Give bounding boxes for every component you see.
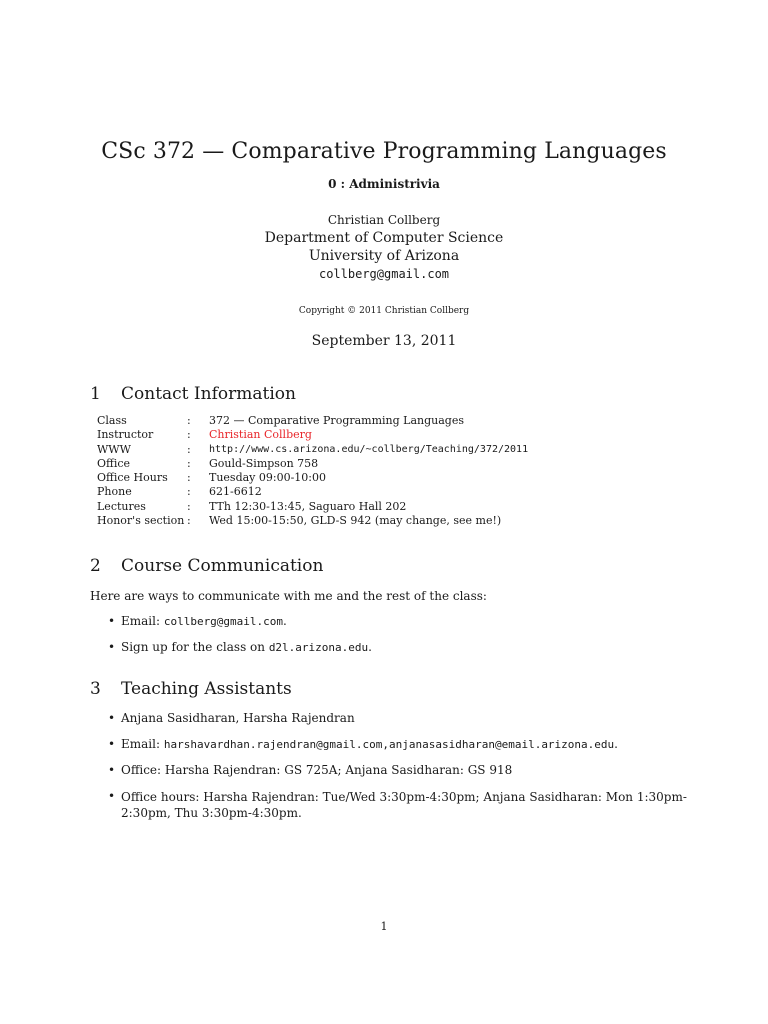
contact-label: Class <box>97 414 127 427</box>
contact-label: Office Hours <box>97 471 168 485</box>
bullet-icon: • <box>108 789 116 803</box>
table-row <box>97 471 528 485</box>
document-date: September 13, 2011 <box>311 333 457 349</box>
contact-separator: : <box>187 499 191 513</box>
contact-label: Lectures <box>97 499 146 513</box>
ta-office-hours: Office hours: Harsha Rajendran: Tue/Wed 3:30pm-4:30pm; Anjana Sasidharan: Mon 1:30pm-2:30pm, Thu 3:30pm-4:30pm. <box>121 790 687 820</box>
contact-separator: : <box>187 471 191 485</box>
course-website-link[interactable]: http://www.cs.arizona.edu/~collberg/Teaching/372/2011 <box>209 443 529 455</box>
contact-value: 621-6612 <box>209 485 262 499</box>
table-row <box>97 443 528 457</box>
section-number: 1 <box>90 384 101 404</box>
table-row <box>97 514 528 528</box>
contact-label: Phone <box>97 485 132 499</box>
contact-label: WWW <box>97 442 131 456</box>
table-row <box>97 428 528 442</box>
department: Department of Computer Science <box>264 230 504 246</box>
table-row <box>97 457 528 471</box>
ta-email-links[interactable]: harshavardhan.rajendran@gmail.com,anjanasasidharan@email.arizona.edu <box>163 738 615 751</box>
section-number: 2 <box>90 556 101 576</box>
signup-label: Sign up for the class on <box>121 640 269 654</box>
ta-office: Office: Harsha Rajendran: GS 725A; Anjana Sasidharan: GS 918 <box>121 763 513 777</box>
bullet-icon: • <box>108 711 116 725</box>
document-title: CSc 372 — Comparative Programming Languages <box>101 139 667 164</box>
email-label: Email: <box>121 737 164 751</box>
bullet-icon: • <box>108 763 116 777</box>
contact-separator: : <box>187 456 191 470</box>
contact-label: Instructor <box>97 428 154 442</box>
instructor-link[interactable]: Christian Collberg <box>209 428 312 442</box>
bullet-icon: • <box>108 614 116 628</box>
page-number: 1 <box>380 920 388 933</box>
contact-value: 372 — Comparative Programming Languages <box>209 414 465 427</box>
communication-intro: Here are ways to communicate with me and the rest of the class: <box>90 589 487 603</box>
copyright-notice: Copyright © 2011 Christian Collberg <box>298 306 470 316</box>
table-row <box>97 414 528 428</box>
contact-value: Gould-Simpson 758 <box>209 456 319 470</box>
section-title: Course Communication <box>121 556 324 576</box>
contact-separator: : <box>187 485 191 499</box>
punctuation: . <box>368 640 372 654</box>
ta-names: Anjana Sasidharan, Harsha Rajendran <box>121 711 355 725</box>
university: University of Arizona <box>308 248 460 264</box>
punctuation: . <box>283 614 287 628</box>
contact-value: Tuesday 09:00-10:00 <box>209 471 327 485</box>
contact-label: Office <box>97 456 131 470</box>
contact-label: Honor's section <box>97 514 185 528</box>
contact-separator: : <box>187 514 191 528</box>
contact-value: Wed 15:00-15:50, GLD-S 942 (may change, see me!) <box>209 514 502 528</box>
punctuation: . <box>614 737 618 751</box>
section-heading-contact <box>90 384 296 404</box>
bullet-icon: • <box>108 737 116 751</box>
contact-separator: : <box>187 442 191 456</box>
document-subtitle: 0 : Administrivia <box>328 177 440 191</box>
d2l-link[interactable]: d2l.arizona.edu <box>268 641 369 654</box>
email-label: Email: <box>121 614 164 628</box>
contact-separator: : <box>187 414 191 427</box>
bullet-icon: • <box>108 640 116 654</box>
contact-table <box>97 414 528 528</box>
author-name: Christian Collberg <box>327 213 441 227</box>
section-heading-tas <box>90 679 292 699</box>
table-row <box>97 485 528 499</box>
section-title: Teaching Assistants <box>121 679 292 699</box>
table-row <box>97 500 528 514</box>
section-title: Contact Information <box>121 384 296 404</box>
email-link[interactable]: collberg@gmail.com <box>163 615 284 628</box>
contact-value: TTh 12:30-13:45, Saguaro Hall 202 <box>209 499 407 513</box>
contact-separator: : <box>187 428 191 442</box>
author-email: collberg@gmail.com <box>318 267 450 281</box>
section-number: 3 <box>90 679 101 699</box>
section-heading-communication <box>90 556 323 576</box>
